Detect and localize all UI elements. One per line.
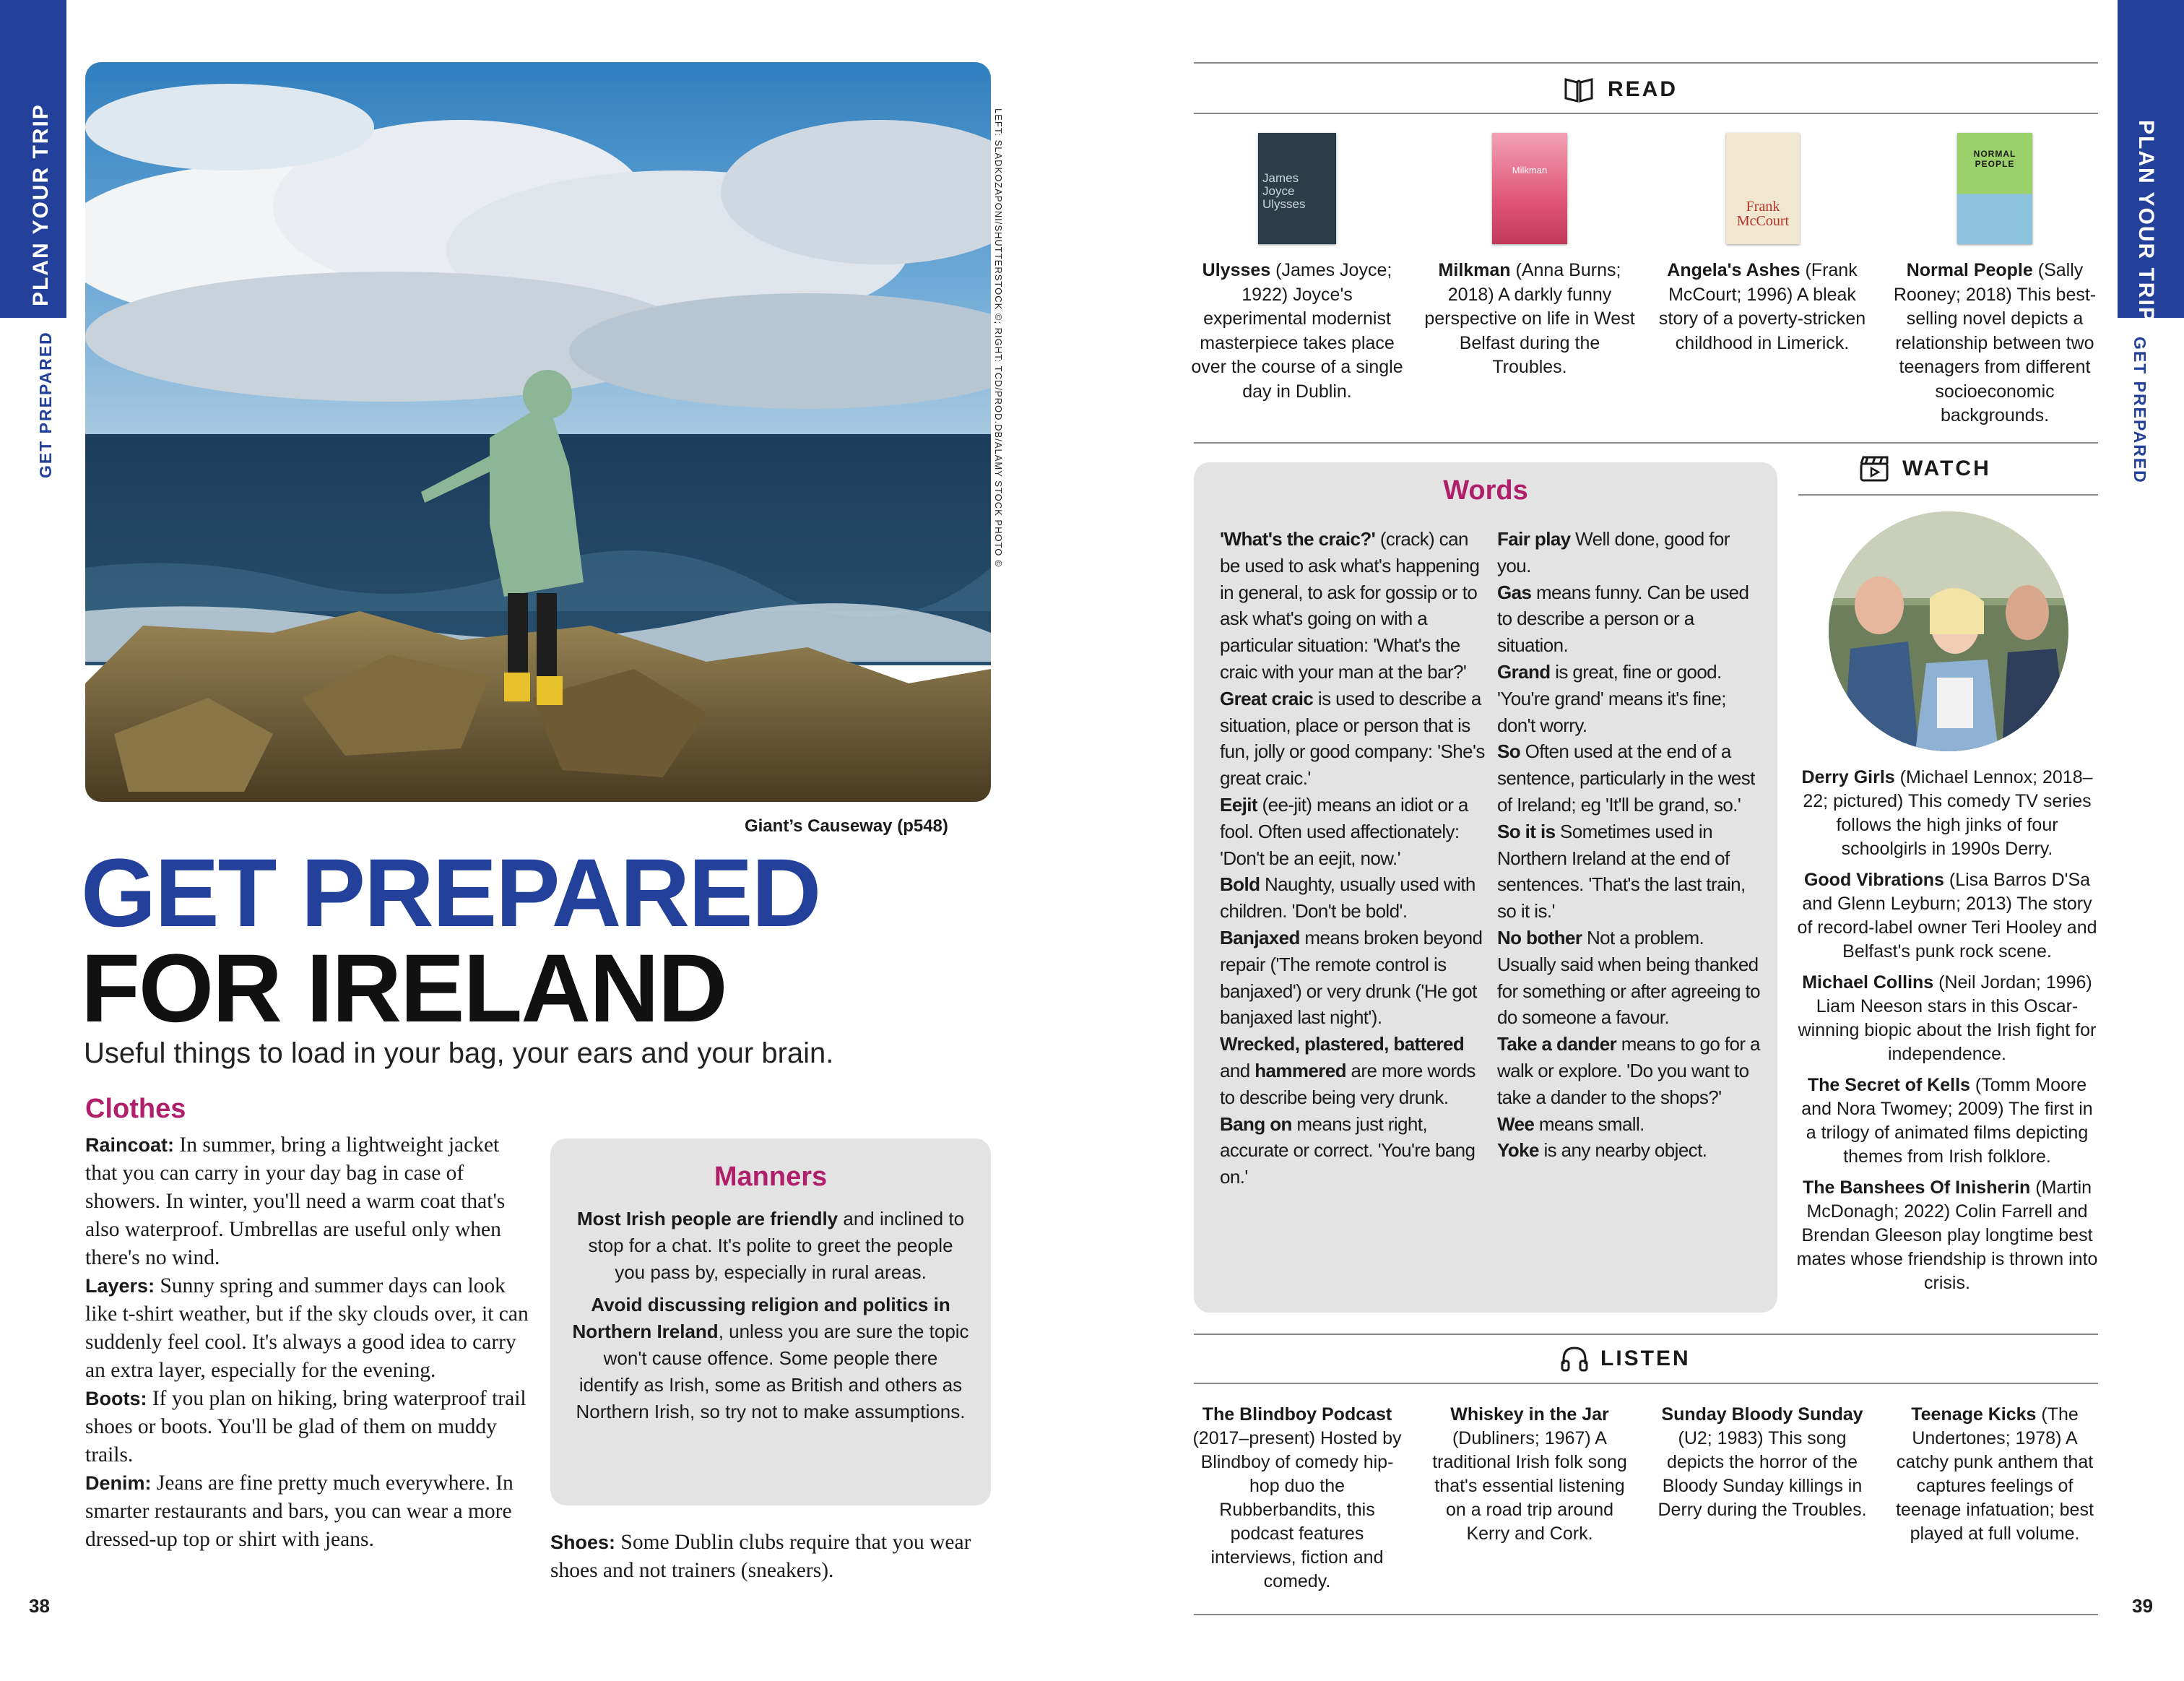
manners-body: [550, 1193, 991, 1425]
word-definition: are more words to describe being very drunk.: [1220, 1059, 1476, 1108]
word-term: Fair play: [1497, 528, 1571, 550]
watch-entry: [1795, 1073, 2099, 1169]
clothes-text: Jeans are fine pretty much everywhere. In smarter restaurants and bars, you can wear a more dressed-up top or shirt with jeans.: [85, 1472, 514, 1551]
photo-credit: LEFT: SLADKOZAPONI/SHUTTERSTOCK ©; RIGHT: TCD/PROD.DB/ALAMY STOCK PHOTO ©: [993, 108, 1004, 568]
book-description: (Frank McCourt; 1996) A bleak story of a poverty-stricken childhood in Limerick.: [1658, 260, 1866, 353]
derry-girls-photo: [1829, 511, 2068, 751]
watch-title: Good Vibrations: [1803, 870, 1944, 890]
watch-entry: [1795, 868, 2099, 964]
side-label-left-section: GET PREPARED: [36, 331, 55, 478]
watch-header: [1859, 455, 1991, 483]
listen-description: (2017–present) Hosted by Blindboy of comedy hip-hop duo the Rubberbandits, this podcast features interviews, fiction and comedy.: [1192, 1428, 1402, 1591]
listen-title: The Blindboy Podcast: [1202, 1404, 1392, 1425]
photo-illustration: [85, 62, 991, 802]
watch-entry: [1795, 971, 2099, 1066]
manners-box: [550, 1138, 991, 1505]
word-entry: [1497, 526, 1764, 579]
clothes-list: [85, 1131, 533, 1554]
word-entry: [1220, 526, 1487, 686]
word-term: hammered: [1254, 1059, 1346, 1081]
clothes-item: [85, 1272, 533, 1385]
word-term: Wrecked, plastered, battered: [1220, 1033, 1465, 1055]
word-term: Wee: [1497, 1112, 1535, 1135]
word-entry: [1497, 1031, 1764, 1110]
page-title-line1: GET PREPARED: [81, 839, 820, 947]
watch-entry: [1795, 1176, 2099, 1295]
manners-bold: Most Irish people are friendly: [576, 1208, 838, 1230]
page-subtitle: Useful things to load in your bag, your ears and your brain.: [84, 1037, 834, 1069]
watch-label: WATCH: [1902, 457, 1991, 480]
watch-description: (Neil Jordan; 1996) Liam Neeson stars in this Oscar-winning biopic about the Irish fight for independence.: [1798, 972, 2097, 1064]
clothes-heading: Clothes: [85, 1094, 186, 1124]
word-term: Yoke: [1497, 1139, 1539, 1162]
book-title: Angela's Ashes: [1667, 260, 1800, 280]
word-term: Bold: [1220, 873, 1260, 896]
read-header-rule: [1194, 113, 2098, 114]
word-term: Grand: [1497, 660, 1551, 683]
word-entry: [1220, 871, 1487, 925]
word-definition: Sometimes used in Northern Ireland at the end of sentences. 'That's the last train, so it is.': [1497, 820, 1746, 922]
photo-caption: Giant’s Causeway (p548): [745, 816, 948, 836]
word-entry: [1497, 1111, 1764, 1138]
clothes-text: Sunny spring and summer days can look like t-shirt weather, but if the sky clouds over, it can suddenly feel cool. It's always a good idea to carry an extra layer, especially for the evening.: [85, 1274, 529, 1382]
listen-label: LISTEN: [1600, 1347, 1691, 1370]
listen-title: Teenage Kicks: [1911, 1404, 2037, 1425]
manners-paragraph: [572, 1206, 969, 1286]
shoes-note: [550, 1529, 998, 1585]
clothes-term: Boots:: [85, 1388, 147, 1409]
page-title-line2: FOR IRELAND: [81, 935, 727, 1042]
read-header: [1563, 75, 1678, 104]
clothes-term: Raincoat:: [85, 1134, 175, 1156]
page-number-right: 39: [2132, 1595, 2153, 1617]
watch-description: (Lisa Barros D'Sa and Glenn Leyburn; 2013) The story of record-label owner Teri Hooley and Belfast's punk rock scene.: [1797, 870, 2097, 962]
word-term: Gas: [1497, 581, 1532, 603]
listen-top-rule: [1194, 1334, 2098, 1335]
word-entry: [1497, 925, 1764, 1031]
word-definition: Well done, good for you.: [1497, 528, 1730, 576]
book-description: (James Joyce; 1922) Joyce's experimental modernist masterpiece takes place over the course of a single day in Dublin.: [1191, 260, 1403, 402]
word-definition: (ee-jit) means an idiot or a fool. Often used affectionately: 'Don't be an eejit, now.': [1220, 793, 1468, 869]
words-column-2: [1497, 526, 1764, 1164]
words-column-1: [1220, 526, 1487, 1190]
clothes-term: Layers:: [85, 1275, 155, 1297]
listen-header-rule: [1194, 1383, 2098, 1384]
page-number-left: 38: [29, 1595, 50, 1617]
word-term: Great craic: [1220, 687, 1314, 709]
clothes-term: Denim:: [85, 1472, 152, 1494]
word-entry: [1220, 1111, 1487, 1190]
word-definition: means to go for a walk or explore. 'Do you want to take a dander to the shops?': [1497, 1033, 1760, 1108]
book-icon: [1563, 75, 1595, 104]
word-definition: Naughty, usually used with children. 'Don't be bold'.: [1220, 873, 1476, 922]
headphones-icon: [1560, 1345, 1589, 1373]
word-entry: [1220, 792, 1487, 871]
listen-title: Sunday Bloody Sunday: [1661, 1404, 1863, 1425]
word-definition: Often used at the end of a sentence, particularly in the west of Ireland; eg 'It'll be grand, so.': [1497, 740, 1755, 816]
manners-heading: Manners: [714, 1162, 828, 1192]
word-entry: [1497, 1137, 1764, 1164]
clothes-item: [85, 1131, 533, 1272]
word-term: Banjaxed: [1220, 926, 1300, 948]
side-label-right-section: GET PREPARED: [2131, 337, 2149, 484]
book-entry-normal-people: [1888, 259, 2102, 428]
book-cover-milkman: [1492, 133, 1567, 244]
book-cover-label: James Joyce Ulysses: [1262, 171, 1306, 211]
book-cover-label: Milkman: [1512, 165, 1548, 176]
listen-bottom-rule: [1194, 1614, 2098, 1615]
book-cover-angelas-ashes: [1726, 133, 1800, 244]
book-cover-normal-people: [1957, 133, 2032, 244]
manners-bold: Avoid discussing religion and politics in Northern Ireland: [572, 1294, 950, 1342]
manners-text: , unless you are sure the topic won't cause offence. Some people there identify as Irish, some as British and others as Northern Irish, so try not to make assumptions.: [576, 1321, 969, 1422]
listen-entry-teenage-kicks: [1888, 1403, 2102, 1546]
watch-entry: [1795, 766, 2099, 861]
listen-entry-sunday-bloody-sunday: [1655, 1403, 1869, 1522]
clothes-text: In summer, bring a lightweight jacket that you can carry in your day bag in case of showers. In winter, you'll need a warm coat that's also waterproof. Umbrellas are useful only when there's no wind.: [85, 1133, 506, 1269]
watch-description: (Martin McDonagh; 2022) Colin Farrell and Brendan Gleeson play longtime best mates whose friendship is thrown into crisis.: [1796, 1177, 2098, 1293]
watch-header-rule: [1798, 494, 2098, 496]
watch-title: The Secret of Kells: [1807, 1075, 1970, 1095]
side-tab-right-label: PLAN YOUR TRIP: [2134, 120, 2158, 323]
word-definition: means broken beyond repair ('The remote control is banjaxed') or very drunk ('He got banjaxed last night').: [1220, 926, 1483, 1029]
word-entry: [1497, 738, 1764, 818]
words-heading: Words: [1443, 475, 1528, 506]
watch-description: (Michael Lennox; 2018–22; pictured) This comedy TV series follows the high jinks of four schoolgirls in 1990s Derry.: [1803, 767, 2093, 859]
clothes-item: [85, 1469, 533, 1554]
word-definition: is great, fine or good. 'You're grand' means it's fine; don't worry.: [1497, 660, 1726, 736]
manners-text: and inclined to stop for a chat. It's polite to greet the people you pass by, especially in rural areas.: [588, 1208, 965, 1283]
words-box: [1194, 462, 1777, 1313]
word-entry: [1220, 925, 1487, 1031]
word-term: 'What's the craic?': [1220, 528, 1376, 550]
word-definition: is any nearby object.: [1538, 1139, 1707, 1162]
book-description: (Anna Burns; 2018) A darkly funny perspective on life in West Belfast during the Troubles.: [1424, 260, 1635, 377]
word-term: So: [1497, 740, 1521, 763]
word-definition: Not a problem. Usually said when being thanked for something or after agreeing to do someone a favour.: [1497, 926, 1761, 1029]
word-definition: means just right, accurate or correct. 'You're bang on.': [1220, 1112, 1476, 1188]
word-definition: is used to describe a situation, place or person that is fun, jolly or good company: 'She's great craic.': [1220, 687, 1485, 790]
word-entry: [1497, 818, 1764, 925]
watch-title: The Banshees Of Inisherin: [1802, 1177, 2031, 1198]
book-entry-milkman: [1423, 259, 1637, 380]
watch-description: (Tomm Moore and Nora Twomey; 2009) The first in a trilogy of animated films depicting themes from Irish folklore.: [1801, 1075, 2093, 1167]
word-definition: (crack) can be used to ask what's happening in general, to ask for gossip or to ask what's going on with a particular situation: 'What's the craic with your man at the bar?': [1220, 528, 1480, 683]
word-term: Bang on: [1220, 1112, 1292, 1135]
film-clapper-icon: [1859, 455, 1889, 483]
giants-causeway-photo: [85, 62, 991, 802]
book-entry-angelas-ashes: [1655, 259, 1869, 355]
read-top-rule: [1194, 62, 2098, 64]
word-term: No bother: [1497, 926, 1582, 948]
book-title: Ulysses: [1202, 260, 1271, 280]
read-label: READ: [1608, 77, 1678, 101]
book-title: Milkman: [1438, 260, 1511, 280]
book-cover-ulysses: [1258, 133, 1336, 244]
listen-title: Whiskey in the Jar: [1450, 1404, 1609, 1425]
book-description: (Sally Rooney; 2018) This best-selling novel depicts a relationship between two teenagers from different socioeconomic backgrounds.: [1893, 260, 2097, 425]
shoes-text: Some Dublin clubs require that you wear shoes and not trainers (sneakers).: [550, 1531, 971, 1582]
word-definition: and: [1220, 1059, 1255, 1081]
side-tab-left-label: PLAN YOUR TRIP: [29, 103, 53, 306]
book-cover-label: Frank McCourt: [1736, 199, 1790, 229]
derry-girls-illustration: [1829, 511, 2068, 751]
listen-description: (U2; 1983) This song depicts the horror of the Bloody Sunday killings in Derry during the Troubles.: [1658, 1428, 1867, 1520]
word-term: Take a dander: [1497, 1033, 1617, 1055]
listen-entry-whiskey: [1423, 1403, 1637, 1546]
shoes-term: Shoes:: [550, 1531, 616, 1553]
read-bottom-rule: [1194, 442, 2098, 444]
listen-description: (Dubliners; 1967) A traditional Irish folk song that's essential listening on a road trip around Kerry and Cork.: [1432, 1428, 1627, 1544]
clothes-text: If you plan on hiking, bring waterproof trail shoes or boots. You'll be glad of them on muddy trails.: [85, 1387, 526, 1466]
word-definition: means funny. Can be used to describe a person or a situation.: [1497, 581, 1749, 657]
word-entry: [1220, 1031, 1487, 1110]
listen-entry-blindboy: [1190, 1403, 1404, 1594]
clothes-item: [85, 1385, 533, 1469]
listen-description: (The Undertones; 1978) A catchy punk anthem that captures feelings of teenage infatuation; best played at full volume.: [1896, 1404, 2094, 1544]
word-entry: [1220, 686, 1487, 792]
word-term: So it is: [1497, 820, 1556, 842]
watch-title: Derry Girls: [1801, 767, 1895, 787]
watch-list: [1795, 766, 2099, 1295]
manners-paragraph: [572, 1292, 969, 1425]
book-title: Normal People: [1906, 260, 2033, 280]
book-cover-label: NORMAL PEOPLE: [1973, 149, 2016, 169]
word-entry: [1497, 659, 1764, 738]
listen-header: [1560, 1345, 1691, 1373]
word-definition: means small.: [1534, 1112, 1644, 1135]
word-term: Eejit: [1220, 793, 1257, 816]
book-entry-ulysses: [1190, 259, 1404, 404]
watch-title: Michael Collins: [1802, 972, 1934, 993]
word-entry: [1497, 579, 1764, 659]
